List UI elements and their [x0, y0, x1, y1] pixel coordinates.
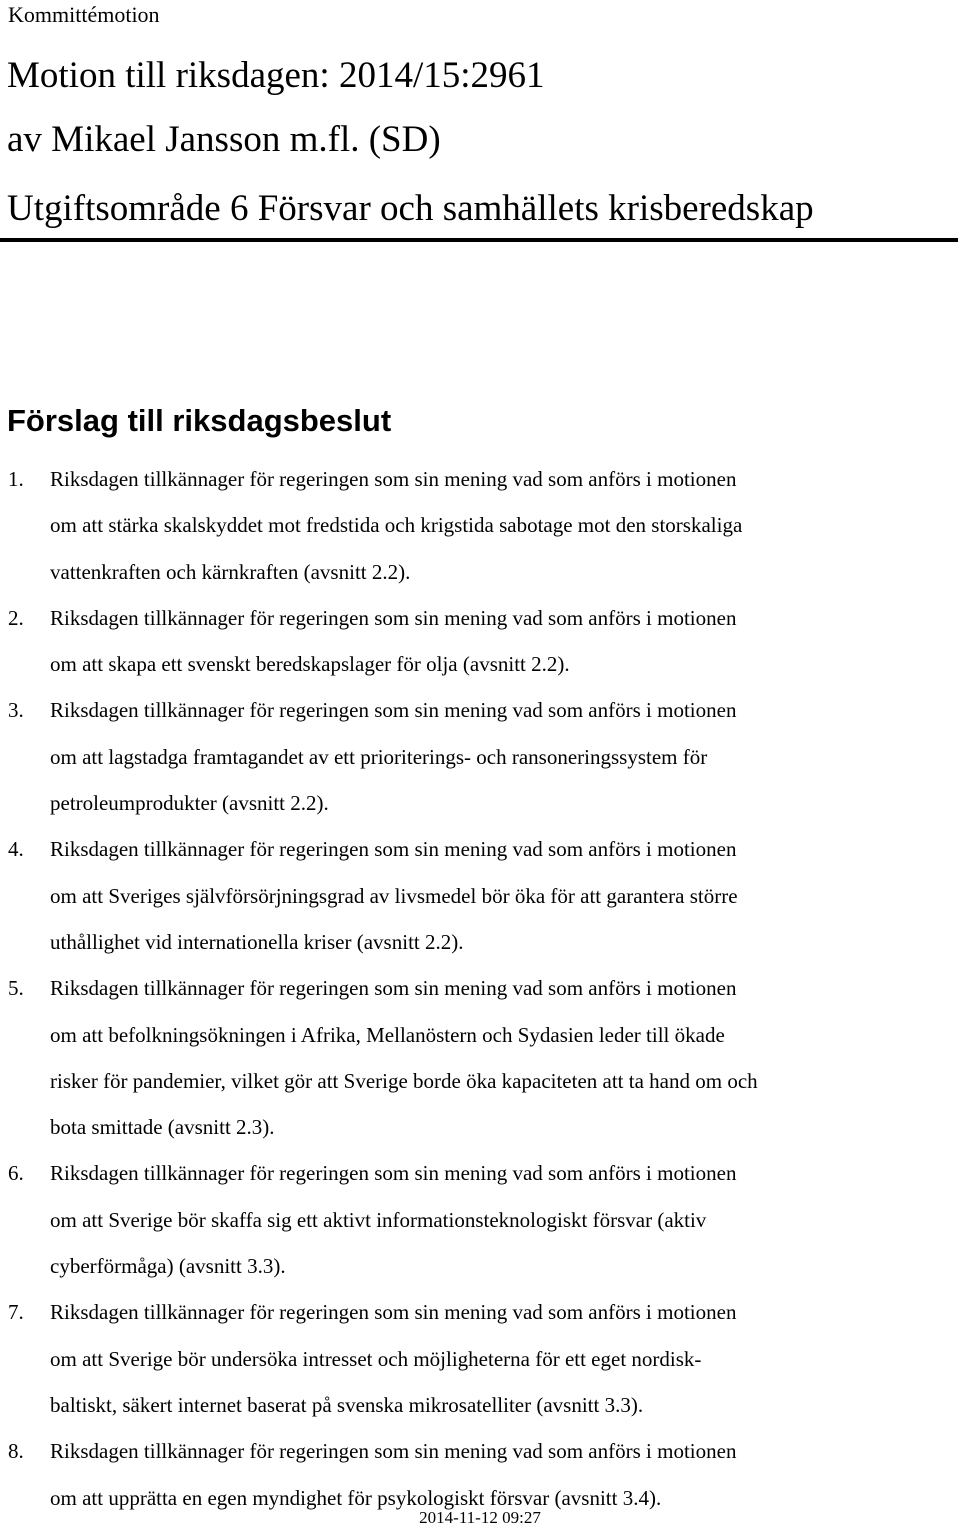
proposal-item — [0, 1428, 955, 1521]
motion-authors: av Mikael Jansson m.fl. (SD) — [7, 119, 441, 160]
title-divider — [0, 238, 958, 242]
proposal-text-line: Riksdagen tillkännager för regeringen som sin mening vad som anförs i motionen — [50, 698, 737, 723]
proposal-text-line: bota smittade (avsnitt 2.3). — [50, 1115, 275, 1140]
proposal-text-line: Riksdagen tillkännager för regeringen som sin mening vad som anförs i motionen — [50, 605, 737, 630]
proposal-text-line: om att upprätta en egen myndighet för psykologiskt försvar (avsnitt 3.4). — [50, 1485, 662, 1510]
proposal-text-line: om att lagstadga framtagandet av ett prioriterings- och ransoneringssystem för — [50, 744, 708, 769]
proposal-text-line: petroleumprodukter (avsnitt 2.2). — [50, 791, 329, 816]
proposal-text-line: Riksdagen tillkännager för regeringen som sin mening vad som anförs i motionen — [50, 1161, 737, 1186]
proposal-number: 8. — [8, 1439, 24, 1464]
proposal-number: 7. — [8, 1300, 24, 1325]
proposal-text-line: om att befolkningsökningen i Afrika, Mellanöstern och Sydasien leder till ökade — [50, 1022, 725, 1047]
proposal-text-line: uthållighet vid internationella kriser (avsnitt 2.2). — [50, 929, 464, 954]
proposal-number: 3. — [8, 698, 24, 723]
proposal-item — [0, 1289, 955, 1428]
proposal-text-line: om att skapa ett svenskt beredskapslager för olja (avsnitt 2.2). — [50, 652, 570, 677]
proposal-item — [0, 1150, 955, 1289]
section-heading: Förslag till riksdagsbeslut — [7, 403, 392, 438]
proposal-text-line: om att stärka skalskyddet mot fredstida och krigstida sabotage mot den storskaliga — [50, 513, 743, 538]
motion-subject: Utgiftsområde 6 Försvar och samhällets krisberedskap — [7, 188, 814, 229]
proposal-text-line: Riksdagen tillkännager för regeringen som sin mening vad som anförs i motionen — [50, 976, 737, 1001]
proposal-text-line: om att Sverige bör skaffa sig ett aktivt informationsteknologiskt försvar (aktiv — [50, 1207, 707, 1232]
proposal-item — [0, 687, 955, 826]
proposal-text-line: cyberförmåga) (avsnitt 3.3). — [50, 1254, 286, 1279]
proposal-number: 4. — [8, 837, 24, 862]
proposal-text-line: Riksdagen tillkännager för regeringen som sin mening vad som anförs i motionen — [50, 467, 737, 491]
proposal-number: 1. — [8, 467, 24, 491]
proposal-text-line: baltiskt, säkert internet baserat på svenska mikrosatelliter (avsnitt 3.3). — [50, 1392, 644, 1417]
proposal-item — [0, 595, 955, 688]
proposal-number: 6. — [8, 1161, 24, 1186]
proposal-list — [0, 456, 960, 1521]
proposal-text-line: Riksdagen tillkännager för regeringen som sin mening vad som anförs i motionen — [50, 1300, 737, 1325]
document-type: Kommittémotion — [8, 2, 160, 27]
proposal-item — [0, 456, 955, 595]
proposal-text-line: vattenkraften och kärnkraften (avsnitt 2.2). — [50, 559, 411, 584]
proposal-text-line: om att Sveriges självförsörjningsgrad av livsmedel bör öka för att garantera större — [50, 883, 738, 908]
footer-timestamp: 2014-11-12 09:27 — [419, 1508, 541, 1527]
motion-title: Motion till riksdagen: 2014/15:2961 — [7, 55, 545, 96]
proposal-number: 5. — [8, 976, 24, 1001]
proposal-item — [0, 826, 955, 965]
proposal-number: 2. — [8, 605, 24, 630]
proposal-text-line: Riksdagen tillkännager för regeringen som sin mening vad som anförs i motionen — [50, 837, 737, 862]
proposal-text-line: om att Sverige bör undersöka intresset och möjligheterna för ett eget nordisk- — [50, 1346, 702, 1371]
proposal-item — [0, 965, 955, 1150]
proposal-text-line: Riksdagen tillkännager för regeringen som sin mening vad som anförs i motionen — [50, 1439, 737, 1464]
proposal-text-line: risker för pandemier, vilket gör att Sverige borde öka kapaciteten att ta hand om och — [50, 1068, 758, 1093]
